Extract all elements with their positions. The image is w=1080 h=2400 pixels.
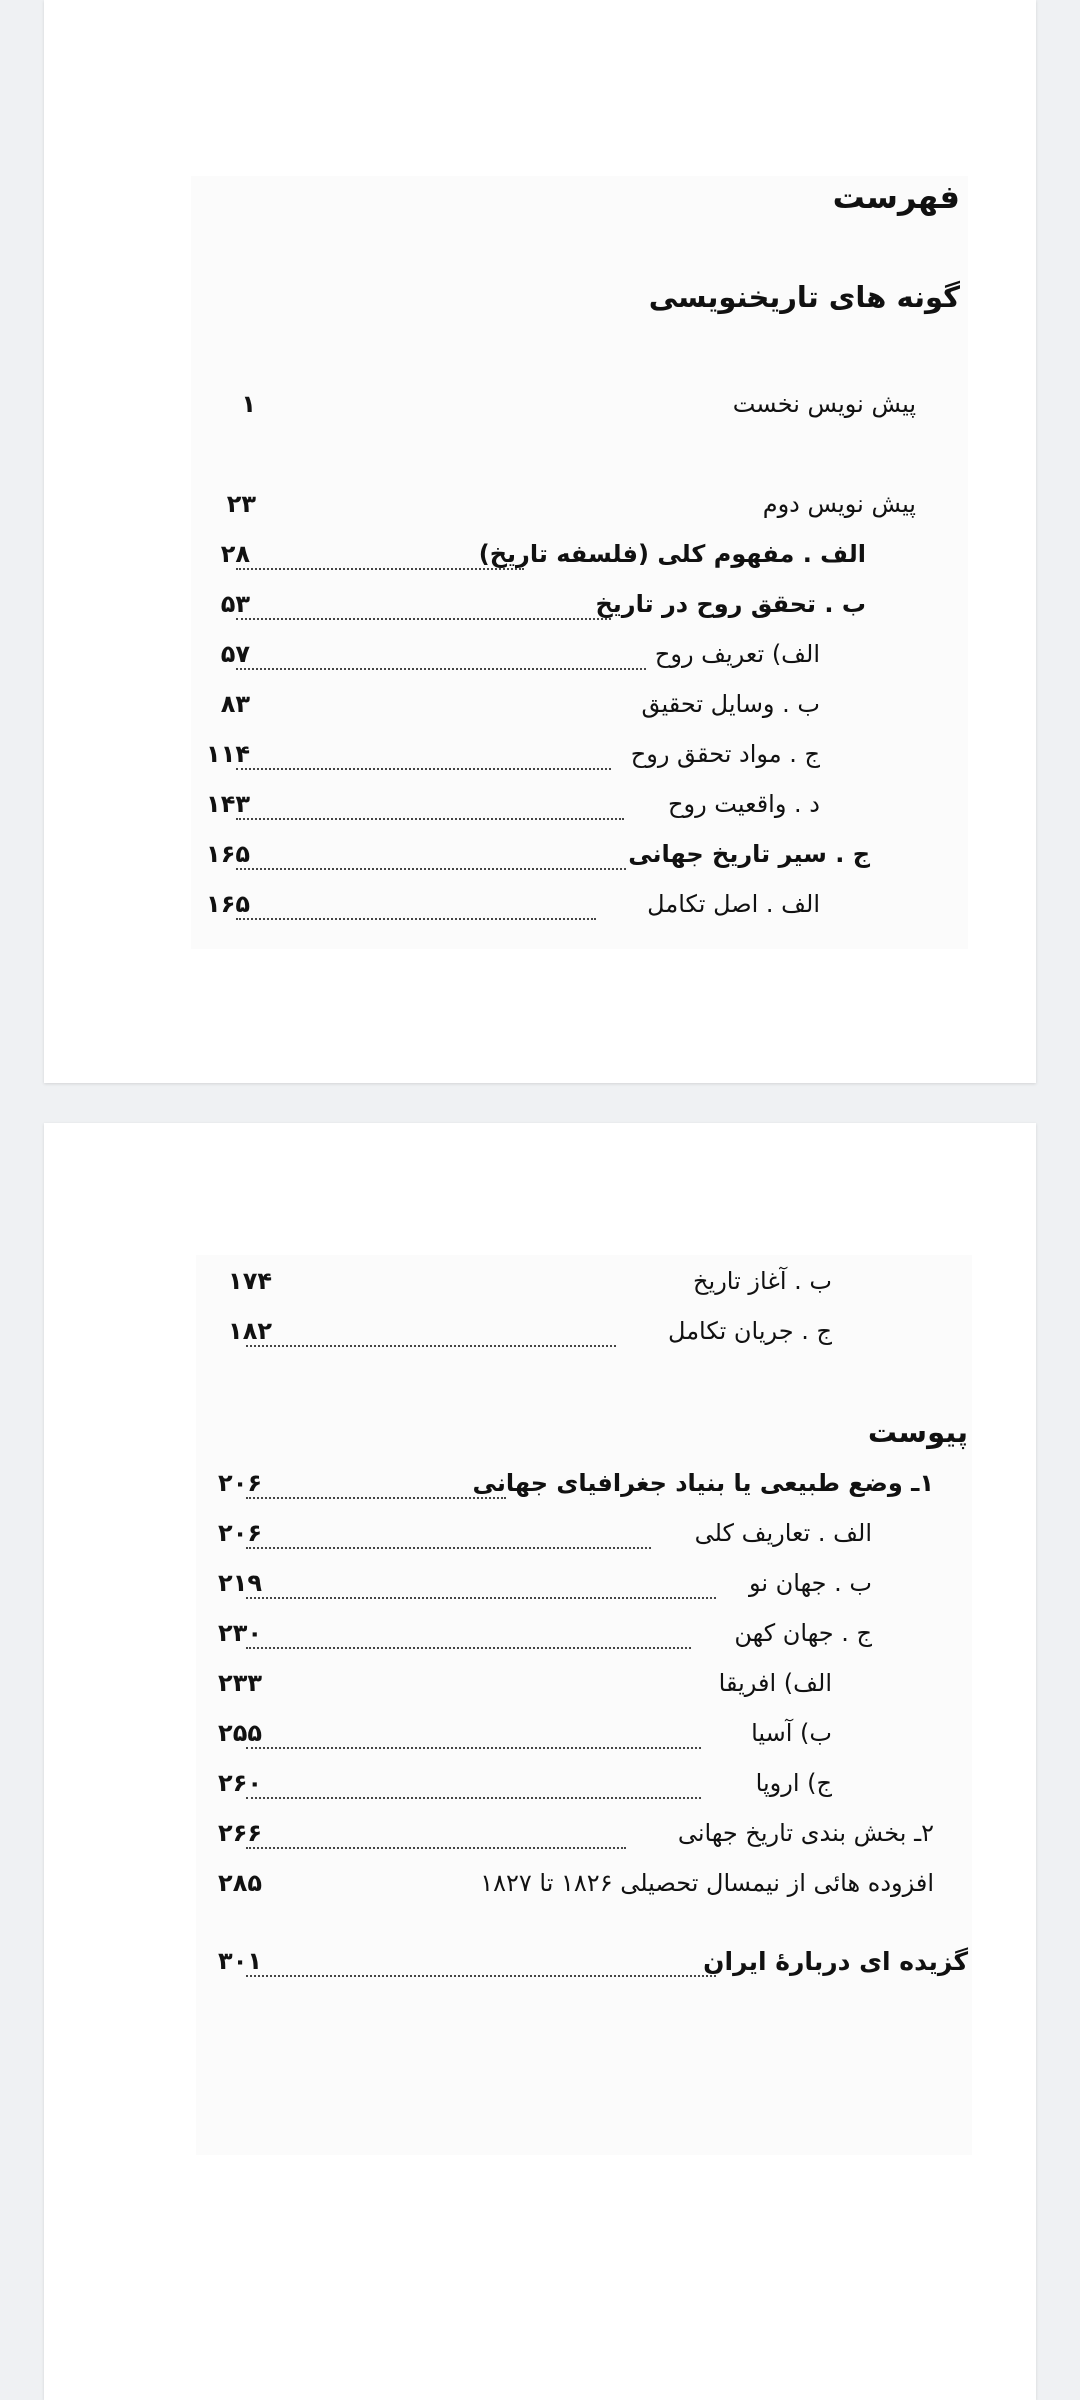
- dot-leader: [246, 1345, 616, 1347]
- toc-entry-label: ب . تحقق روح در تاریخ: [595, 590, 866, 618]
- dot-leader: [246, 1497, 506, 1499]
- dot-leader: [236, 768, 611, 770]
- dot-leader: [246, 1647, 691, 1649]
- dot-leader: [246, 1547, 651, 1549]
- document-page-1: [44, 0, 1036, 1083]
- toc-entry-label: ب . آغاز تاریخ: [693, 1267, 832, 1295]
- toc-entry-page: ۱: [241, 390, 256, 418]
- toc-entry-page: ۱۶۵: [206, 890, 250, 918]
- dot-leader: [236, 868, 626, 870]
- toc-entry-page: ۲۰۶: [218, 1469, 262, 1497]
- toc-entry-label: ب) آسیا: [751, 1719, 832, 1747]
- dot-leader: [236, 618, 611, 620]
- toc-entry-page: ۲۳۰: [218, 1619, 262, 1647]
- dot-leader: [236, 568, 524, 570]
- toc-entry-page: ۲۵۵: [218, 1719, 262, 1747]
- toc-entry-label: ج . جهان کهن: [734, 1619, 872, 1647]
- toc-entry-label: افزوده هائی از نیمسال تحصیلی ۱۸۲۶ تا ۱۸۲۷: [480, 1869, 934, 1897]
- toc-entry-page: ۵۳: [220, 590, 250, 618]
- toc-entry-page: ۵۷: [220, 640, 250, 668]
- dot-leader: [246, 1975, 716, 1977]
- toc-entry-label: ۲ـ بخش بندی تاریخ جهانی: [677, 1819, 934, 1847]
- toc-entry-label: الف . مفهوم کلی (فلسفه تاریخ): [478, 540, 866, 568]
- dot-leader: [236, 818, 624, 820]
- toc-entry-page: ۲۰۶: [218, 1519, 262, 1547]
- toc-entry-label: ج) اروپا: [755, 1769, 832, 1797]
- toc-entry-page: ۱۸۲: [228, 1317, 272, 1345]
- toc-entry-label: الف) تعریف روح: [654, 640, 820, 668]
- toc-entry-label: ج . مواد تحقق روح: [630, 740, 820, 768]
- toc-entry-page: ۸۳: [220, 690, 250, 718]
- toc-entry-page: ۲۳: [226, 490, 256, 518]
- toc-entry-page: ۲۸: [220, 540, 250, 568]
- dot-leader: [246, 1747, 701, 1749]
- dot-leader: [236, 668, 646, 670]
- toc-entry-page: ۲۶۰: [218, 1769, 262, 1797]
- toc-entry-page: ۱۶۵: [206, 840, 250, 868]
- toc-entry-page: ۲۸۵: [218, 1869, 262, 1897]
- toc-entry-label: ج . سیر تاریخ جهانی: [628, 840, 870, 868]
- dot-leader: [246, 1597, 716, 1599]
- scanned-page-2: [196, 1255, 972, 2155]
- toc-entry-label: الف . تعاریف کلی: [694, 1519, 872, 1547]
- scanned-page-1: [191, 176, 968, 949]
- toc-entry-page: ۲۱۹: [218, 1569, 262, 1597]
- document-page-2: [44, 1123, 1036, 2400]
- toc-entry-page: ۲۶۶: [218, 1819, 262, 1847]
- dot-leader: [236, 918, 596, 920]
- toc-title: فهرست: [832, 178, 960, 216]
- toc-entry-label: گزیده ای دربارهٔ ایران: [703, 1947, 968, 1976]
- toc-entry-label: الف . اصل تکامل: [647, 890, 820, 918]
- toc-entry-label: ۱ـ وضع طبیعی یا بنیاد جغرافیای جهانی: [472, 1469, 934, 1497]
- toc-entry-page: ۱۴۳: [206, 790, 250, 818]
- toc-entry-page: ۱۷۴: [228, 1267, 272, 1295]
- dot-leader: [246, 1847, 626, 1849]
- toc-entry-label: الف) افریقا: [718, 1669, 832, 1697]
- toc-entry-page: ۱۱۴: [206, 740, 250, 768]
- toc-entry-label: ج . جریان تکامل: [668, 1317, 832, 1345]
- toc-entry-label: پیش نویس نخست: [732, 390, 916, 418]
- toc-entry-label: د . واقعیت روح: [668, 790, 820, 818]
- section-title: پیوست: [867, 1415, 968, 1449]
- toc-entry-page: ۲۳۳: [218, 1669, 262, 1697]
- toc-entry-label: ب . جهان نو: [748, 1569, 872, 1597]
- toc-entry-label: ب . وسایل تحقیق: [641, 690, 820, 718]
- toc-entry-label: پیش نویس دوم: [762, 490, 916, 518]
- section-title: گونه های تاریخنویسی: [648, 280, 960, 314]
- toc-entry-page: ۳۰۱: [218, 1947, 262, 1975]
- dot-leader: [246, 1797, 701, 1799]
